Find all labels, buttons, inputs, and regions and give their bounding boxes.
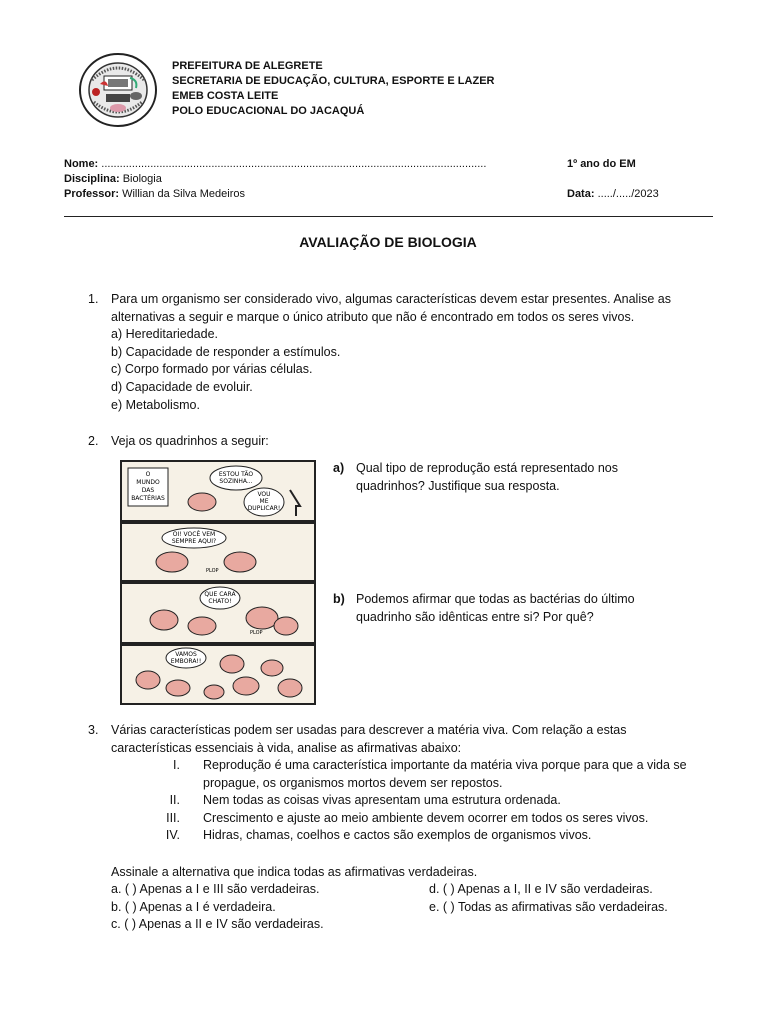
page-title: AVALIAÇÃO DE BIOLOGIA (299, 234, 477, 250)
question-3-option-b: b. ( ) Apenas a I é verdadeira. (111, 899, 276, 914)
teacher-value: Willian da Silva Medeiros (122, 188, 245, 200)
question-2b-label: b) (333, 592, 345, 606)
comic-caption: DAS (141, 487, 155, 494)
question-1-option-a: a) Hereditariedade. (111, 327, 219, 342)
comic-speech: CHATO! (208, 598, 232, 605)
comic-speech: SEMPRE AQUI? (171, 538, 217, 545)
question-1-option-e: e) Metabolismo. (111, 397, 200, 412)
discipline-label: Disciplina: (64, 173, 120, 185)
discipline-value: Biologia (122, 173, 162, 185)
comic-panel-3 (120, 582, 316, 644)
name-label: Nome: (64, 158, 99, 170)
question-3-option-d: d. ( ) Apenas a I, II e IV são verdadeiras. (429, 882, 653, 896)
comic-speech: DUPLICAR! (247, 505, 281, 512)
question-3-options-left (111, 881, 324, 934)
discipline-field (64, 172, 162, 187)
question-1 (111, 291, 671, 414)
date-value: ...../...../2023 (597, 188, 659, 200)
statement-number: IV. (165, 828, 180, 843)
statement-text: propague, os organismos mortos devem ser repostos. (203, 775, 503, 790)
comic-speech: OI! VOCÊ VEM (172, 531, 216, 538)
statement-4: Hidras, chamas, coelhos e cactos são exemplos de organismos vivos. (203, 828, 592, 843)
question-2b (356, 591, 635, 626)
comic-panel-2 (120, 522, 316, 582)
question-3-option-c: c. ( ) Apenas a II e IV são verdadeiras. (111, 917, 324, 932)
comic-speech: ESTOU TÃO (218, 471, 254, 478)
name-field (64, 157, 486, 172)
comic-panel-4 (120, 644, 316, 705)
comic-speech: SOZINHA... (219, 478, 253, 485)
teacher-label: Professor: (64, 188, 120, 200)
statement-2: Nem todas as coisas vivas apresentam uma estrutura ordenada. (203, 793, 561, 808)
header-line: PREFEITURA DE ALEGRETE (172, 60, 323, 72)
comic-sound: PLOP (250, 630, 263, 636)
comic-caption: MUNDO (136, 479, 160, 486)
comic-speech: EMBORA!! (170, 658, 202, 665)
statement-list (156, 757, 716, 847)
question-1-text: Para um organismo ser considerado vivo, algumas características devem estar presentes. Analise as (111, 292, 671, 306)
question-3 (111, 722, 627, 757)
question-2b-text: quadrinho são idênticas entre si? Por quê? (356, 609, 594, 624)
question-2a-text: Qual tipo de reprodução está representado nos (356, 461, 618, 475)
question-2b-text: Podemos afirmar que todas as bactérias do último (356, 592, 635, 606)
question-3-option-a: a. ( ) Apenas a I e III são verdadeiras. (111, 882, 320, 896)
statement-text: Reprodução é uma característica importante da matéria viva porque para que a vida se (203, 758, 687, 772)
comic-speech: VOU (257, 491, 271, 498)
question-1-number: 1. (88, 292, 99, 306)
header-line: EMEB COSTA LEITE (172, 90, 279, 102)
question-2-text: Veja os quadrinhos a seguir: (111, 434, 269, 448)
comic-caption: O (145, 471, 151, 478)
question-1-text: alternativas a seguir e marque o único atributo que não é encontrado em todos os seres vivos. (111, 309, 635, 324)
comic-sound: PLOP (206, 568, 219, 574)
date-field (567, 187, 659, 202)
question-1-option-b: b) Capacidade de responder a estímulos. (111, 344, 341, 359)
question-2a-text: quadrinhos? Justifique sua resposta. (356, 478, 560, 493)
question-2-number: 2. (88, 434, 99, 448)
question-3-prompt: Assinale a alternativa que indica todas as afirmativas verdadeiras. (111, 865, 478, 879)
header-divider (64, 216, 713, 217)
question-3-text: Várias características podem ser usadas para descrever a matéria viva. Com relação a estas (111, 723, 627, 737)
statement-number: I. (173, 758, 180, 772)
name-blank: .............................................................................................................................. (101, 158, 487, 170)
question-3-text: características essenciais à vida, analise as afirmativas abaixo: (111, 740, 462, 755)
header-line: POLO EDUCACIONAL DO JACAQUÁ (172, 105, 365, 117)
question-1-option-c: c) Corpo formado por várias células. (111, 362, 313, 377)
statement-3: Crescimento e ajuste ao meio ambiente devem ocorrer em todos os seres vivos. (203, 810, 649, 825)
statement-number: III. (166, 810, 180, 825)
comic-panel-1 (120, 460, 316, 522)
teacher-field (64, 187, 245, 202)
question-3-option-e: e. ( ) Todas as afirmativas são verdadeiras. (429, 899, 668, 914)
comic-speech: VAMOS (175, 651, 197, 658)
question-3-number: 3. (88, 723, 99, 737)
statement-1 (203, 757, 687, 792)
school-header (172, 59, 494, 119)
question-2a-label: a) (333, 461, 345, 475)
grade-label: 1º ano do EM (567, 158, 636, 170)
header-line: SECRETARIA DE EDUCAÇÃO, CULTURA, ESPORTE E LAZER (172, 75, 495, 87)
date-label: Data: (567, 188, 595, 200)
comic-speech: QUE CARA (204, 591, 236, 598)
question-2a (356, 460, 618, 495)
question-3-options-right (429, 881, 668, 916)
school-logo (78, 52, 158, 128)
statement-number: II. (169, 793, 180, 808)
comic-caption: BACTÉRIAS (131, 495, 165, 502)
question-1-option-d: d) Capacidade de evoluir. (111, 379, 253, 394)
comic-speech: ME (259, 498, 269, 505)
comic-strip (120, 460, 318, 705)
